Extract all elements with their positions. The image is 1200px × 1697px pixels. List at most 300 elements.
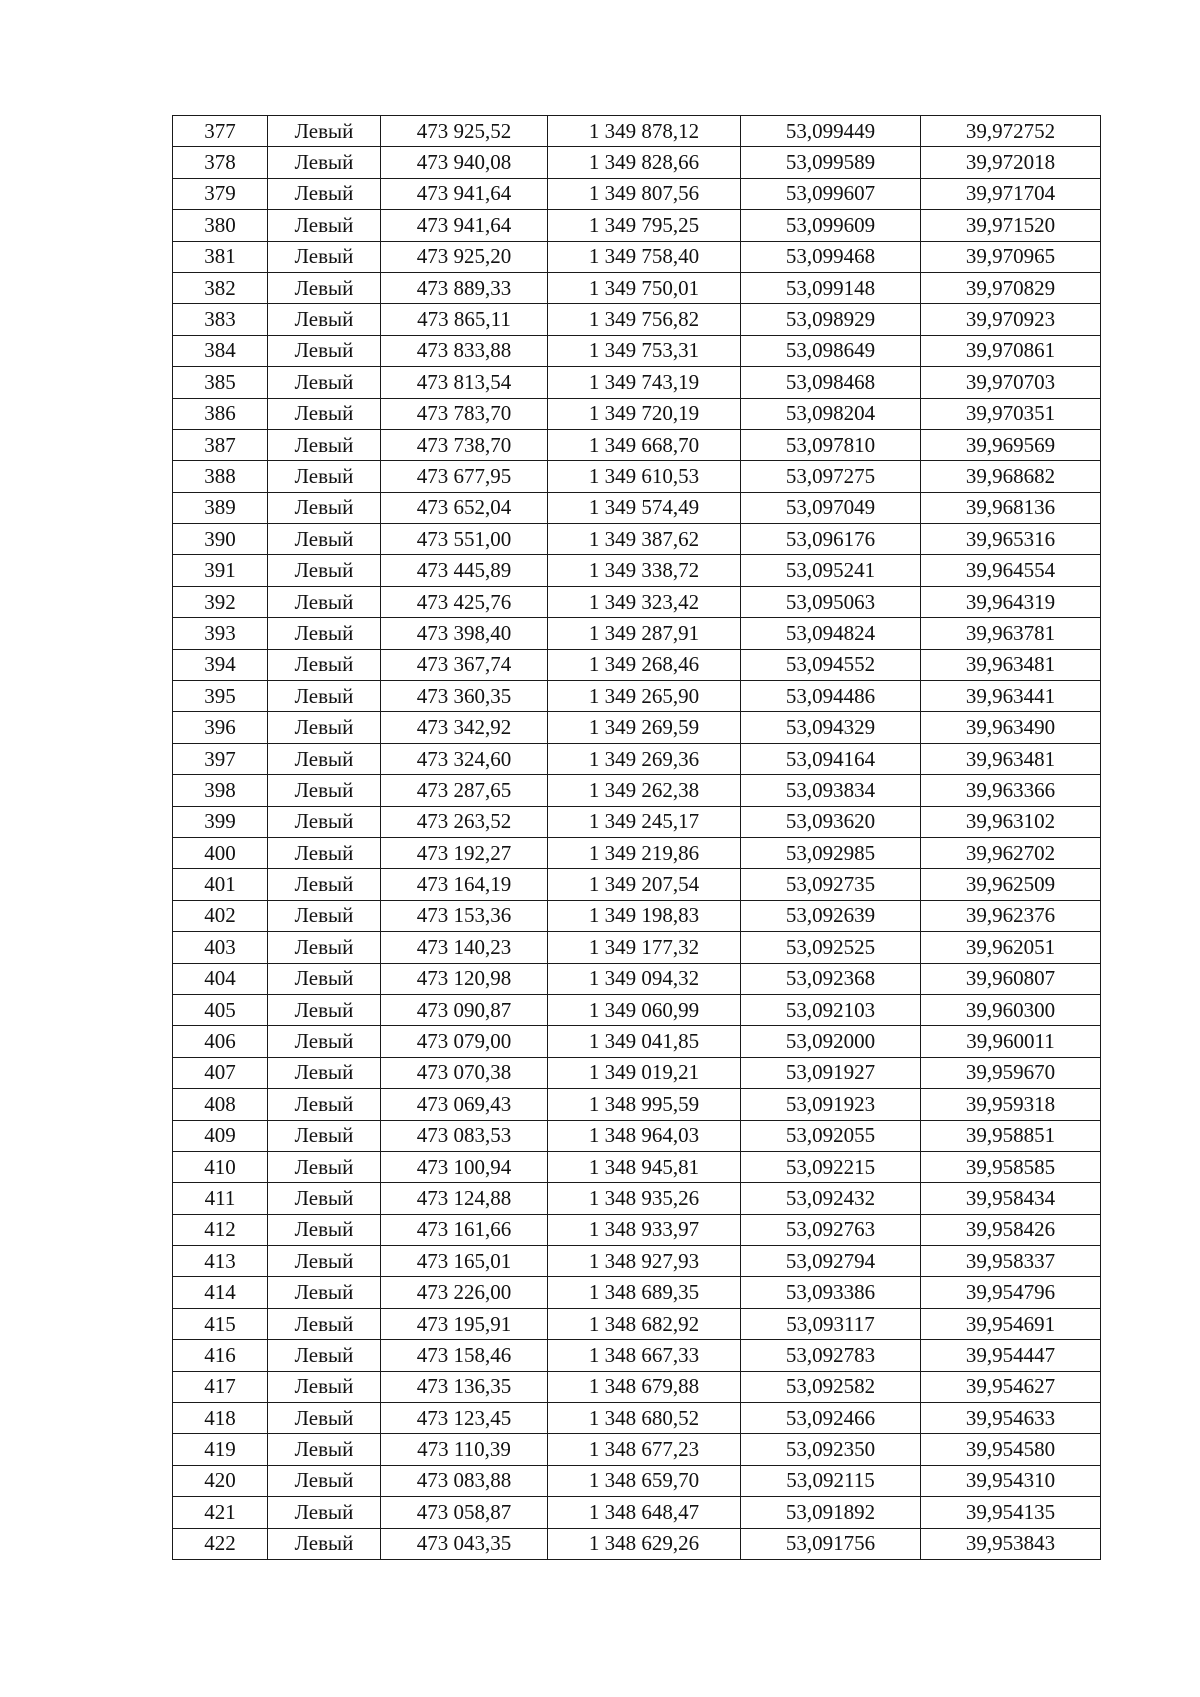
latitude-cell: 53,092466 [741, 1403, 921, 1434]
latitude-cell: 53,093834 [741, 775, 921, 806]
x-coordinate-cell: 473 445,89 [381, 555, 548, 586]
latitude-cell: 53,094824 [741, 618, 921, 649]
side-cell: Левый [268, 1340, 381, 1371]
x-coordinate-cell: 473 738,70 [381, 429, 548, 460]
longitude-cell: 39,960300 [921, 994, 1101, 1025]
latitude-cell: 53,092000 [741, 1026, 921, 1057]
longitude-cell: 39,962376 [921, 900, 1101, 931]
x-coordinate-cell: 473 100,94 [381, 1151, 548, 1182]
side-cell: Левый [268, 900, 381, 931]
point-number-cell: 422 [173, 1528, 268, 1559]
y-coordinate-cell: 1 349 323,42 [548, 586, 741, 617]
latitude-cell: 53,092735 [741, 869, 921, 900]
table-row [173, 241, 1101, 272]
side-cell: Левый [268, 1277, 381, 1308]
longitude-cell: 39,972752 [921, 116, 1101, 147]
y-coordinate-cell: 1 348 648,47 [548, 1497, 741, 1528]
latitude-cell: 53,099148 [741, 272, 921, 303]
table-row [173, 1246, 1101, 1277]
side-cell: Левый [268, 712, 381, 743]
y-coordinate-cell: 1 349 828,66 [548, 147, 741, 178]
y-coordinate-cell: 1 349 041,85 [548, 1026, 741, 1057]
longitude-cell: 39,963490 [921, 712, 1101, 743]
table-row [173, 1465, 1101, 1496]
point-number-cell: 413 [173, 1246, 268, 1277]
point-number-cell: 380 [173, 210, 268, 241]
point-number-cell: 404 [173, 963, 268, 994]
x-coordinate-cell: 473 165,01 [381, 1246, 548, 1277]
point-number-cell: 412 [173, 1214, 268, 1245]
x-coordinate-cell: 473 226,00 [381, 1277, 548, 1308]
x-coordinate-cell: 473 865,11 [381, 304, 548, 335]
latitude-cell: 53,096176 [741, 524, 921, 555]
x-coordinate-cell: 473 070,38 [381, 1057, 548, 1088]
x-coordinate-cell: 473 161,66 [381, 1214, 548, 1245]
side-cell: Левый [268, 555, 381, 586]
latitude-cell: 53,091892 [741, 1497, 921, 1528]
longitude-cell: 39,958434 [921, 1183, 1101, 1214]
point-number-cell: 384 [173, 335, 268, 366]
x-coordinate-cell: 473 941,64 [381, 178, 548, 209]
table-row [173, 900, 1101, 931]
side-cell: Левый [268, 398, 381, 429]
latitude-cell: 53,093620 [741, 806, 921, 837]
table-row [173, 806, 1101, 837]
x-coordinate-cell: 473 783,70 [381, 398, 548, 429]
y-coordinate-cell: 1 349 268,46 [548, 649, 741, 680]
point-number-cell: 389 [173, 492, 268, 523]
table-row [173, 1214, 1101, 1245]
table-row [173, 272, 1101, 303]
latitude-cell: 53,092525 [741, 932, 921, 963]
latitude-cell: 53,094164 [741, 743, 921, 774]
y-coordinate-cell: 1 349 610,53 [548, 461, 741, 492]
x-coordinate-cell: 473 263,52 [381, 806, 548, 837]
latitude-cell: 53,098204 [741, 398, 921, 429]
y-coordinate-cell: 1 349 060,99 [548, 994, 741, 1025]
longitude-cell: 39,954796 [921, 1277, 1101, 1308]
x-coordinate-cell: 473 813,54 [381, 367, 548, 398]
latitude-cell: 53,092103 [741, 994, 921, 1025]
longitude-cell: 39,970703 [921, 367, 1101, 398]
table-row [173, 1497, 1101, 1528]
point-number-cell: 382 [173, 272, 268, 303]
table-row [173, 586, 1101, 617]
y-coordinate-cell: 1 348 933,97 [548, 1214, 741, 1245]
y-coordinate-cell: 1 349 758,40 [548, 241, 741, 272]
y-coordinate-cell: 1 349 338,72 [548, 555, 741, 586]
latitude-cell: 53,097275 [741, 461, 921, 492]
coordinates-table [172, 115, 1101, 1560]
x-coordinate-cell: 473 058,87 [381, 1497, 548, 1528]
point-number-cell: 410 [173, 1151, 268, 1182]
table-row [173, 1026, 1101, 1057]
x-coordinate-cell: 473 090,87 [381, 994, 548, 1025]
longitude-cell: 39,954580 [921, 1434, 1101, 1465]
x-coordinate-cell: 473 079,00 [381, 1026, 548, 1057]
longitude-cell: 39,963481 [921, 649, 1101, 680]
latitude-cell: 53,098649 [741, 335, 921, 366]
side-cell: Левый [268, 1403, 381, 1434]
x-coordinate-cell: 473 195,91 [381, 1308, 548, 1339]
point-number-cell: 379 [173, 178, 268, 209]
longitude-cell: 39,963366 [921, 775, 1101, 806]
x-coordinate-cell: 473 940,08 [381, 147, 548, 178]
side-cell: Левый [268, 429, 381, 460]
table-row [173, 649, 1101, 680]
latitude-cell: 53,095241 [741, 555, 921, 586]
x-coordinate-cell: 473 367,74 [381, 649, 548, 680]
table-row [173, 1308, 1101, 1339]
x-coordinate-cell: 473 083,88 [381, 1465, 548, 1496]
x-coordinate-cell: 473 164,19 [381, 869, 548, 900]
point-number-cell: 398 [173, 775, 268, 806]
side-cell: Левый [268, 1151, 381, 1182]
table-row [173, 1089, 1101, 1120]
longitude-cell: 39,963781 [921, 618, 1101, 649]
x-coordinate-cell: 473 324,60 [381, 743, 548, 774]
table-row [173, 210, 1101, 241]
coordinates-table-body [173, 116, 1101, 1560]
latitude-cell: 53,092350 [741, 1434, 921, 1465]
point-number-cell: 407 [173, 1057, 268, 1088]
longitude-cell: 39,968682 [921, 461, 1101, 492]
x-coordinate-cell: 473 192,27 [381, 837, 548, 868]
side-cell: Левый [268, 1057, 381, 1088]
y-coordinate-cell: 1 349 019,21 [548, 1057, 741, 1088]
longitude-cell: 39,953843 [921, 1528, 1101, 1559]
longitude-cell: 39,970923 [921, 304, 1101, 335]
longitude-cell: 39,971520 [921, 210, 1101, 241]
latitude-cell: 53,094329 [741, 712, 921, 743]
side-cell: Левый [268, 869, 381, 900]
longitude-cell: 39,970965 [921, 241, 1101, 272]
latitude-cell: 53,097049 [741, 492, 921, 523]
point-number-cell: 387 [173, 429, 268, 460]
side-cell: Левый [268, 1183, 381, 1214]
y-coordinate-cell: 1 349 795,25 [548, 210, 741, 241]
y-coordinate-cell: 1 348 927,93 [548, 1246, 741, 1277]
point-number-cell: 420 [173, 1465, 268, 1496]
point-number-cell: 394 [173, 649, 268, 680]
latitude-cell: 53,092783 [741, 1340, 921, 1371]
longitude-cell: 39,954135 [921, 1497, 1101, 1528]
x-coordinate-cell: 473 677,95 [381, 461, 548, 492]
table-row [173, 1120, 1101, 1151]
point-number-cell: 397 [173, 743, 268, 774]
latitude-cell: 53,092794 [741, 1246, 921, 1277]
latitude-cell: 53,092582 [741, 1371, 921, 1402]
table-row [173, 398, 1101, 429]
y-coordinate-cell: 1 349 743,19 [548, 367, 741, 398]
point-number-cell: 419 [173, 1434, 268, 1465]
latitude-cell: 53,093117 [741, 1308, 921, 1339]
longitude-cell: 39,954633 [921, 1403, 1101, 1434]
y-coordinate-cell: 1 349 668,70 [548, 429, 741, 460]
longitude-cell: 39,963441 [921, 681, 1101, 712]
x-coordinate-cell: 473 069,43 [381, 1089, 548, 1120]
longitude-cell: 39,958851 [921, 1120, 1101, 1151]
longitude-cell: 39,960807 [921, 963, 1101, 994]
y-coordinate-cell: 1 349 756,82 [548, 304, 741, 335]
side-cell: Левый [268, 1371, 381, 1402]
table-row [173, 932, 1101, 963]
longitude-cell: 39,965316 [921, 524, 1101, 555]
longitude-cell: 39,962702 [921, 837, 1101, 868]
side-cell: Левый [268, 1465, 381, 1496]
side-cell: Левый [268, 1120, 381, 1151]
x-coordinate-cell: 473 425,76 [381, 586, 548, 617]
side-cell: Левый [268, 492, 381, 523]
table-row [173, 837, 1101, 868]
y-coordinate-cell: 1 348 679,88 [548, 1371, 741, 1402]
latitude-cell: 53,091927 [741, 1057, 921, 1088]
longitude-cell: 39,963102 [921, 806, 1101, 837]
y-coordinate-cell: 1 349 265,90 [548, 681, 741, 712]
table-row [173, 1434, 1101, 1465]
latitude-cell: 53,099607 [741, 178, 921, 209]
point-number-cell: 383 [173, 304, 268, 335]
x-coordinate-cell: 473 287,65 [381, 775, 548, 806]
latitude-cell: 53,092639 [741, 900, 921, 931]
latitude-cell: 53,092215 [741, 1151, 921, 1182]
table-row [173, 618, 1101, 649]
table-row [173, 461, 1101, 492]
longitude-cell: 39,959670 [921, 1057, 1101, 1088]
side-cell: Левый [268, 147, 381, 178]
side-cell: Левый [268, 1214, 381, 1245]
point-number-cell: 414 [173, 1277, 268, 1308]
point-number-cell: 406 [173, 1026, 268, 1057]
longitude-cell: 39,960011 [921, 1026, 1101, 1057]
y-coordinate-cell: 1 348 689,35 [548, 1277, 741, 1308]
side-cell: Левый [268, 1026, 381, 1057]
latitude-cell: 53,092368 [741, 963, 921, 994]
latitude-cell: 53,099468 [741, 241, 921, 272]
longitude-cell: 39,971704 [921, 178, 1101, 209]
table-row [173, 1403, 1101, 1434]
longitude-cell: 39,969569 [921, 429, 1101, 460]
y-coordinate-cell: 1 348 629,26 [548, 1528, 741, 1559]
side-cell: Левый [268, 116, 381, 147]
table-row [173, 524, 1101, 555]
longitude-cell: 39,954310 [921, 1465, 1101, 1496]
x-coordinate-cell: 473 342,92 [381, 712, 548, 743]
point-number-cell: 385 [173, 367, 268, 398]
table-row [173, 775, 1101, 806]
y-coordinate-cell: 1 348 995,59 [548, 1089, 741, 1120]
point-number-cell: 388 [173, 461, 268, 492]
side-cell: Левый [268, 335, 381, 366]
side-cell: Левый [268, 1308, 381, 1339]
side-cell: Левый [268, 1246, 381, 1277]
point-number-cell: 405 [173, 994, 268, 1025]
side-cell: Левый [268, 1089, 381, 1120]
table-row [173, 555, 1101, 586]
point-number-cell: 393 [173, 618, 268, 649]
table-row [173, 1528, 1101, 1559]
side-cell: Левый [268, 524, 381, 555]
latitude-cell: 53,094486 [741, 681, 921, 712]
y-coordinate-cell: 1 349 094,32 [548, 963, 741, 994]
longitude-cell: 39,954447 [921, 1340, 1101, 1371]
side-cell: Левый [268, 461, 381, 492]
y-coordinate-cell: 1 348 964,03 [548, 1120, 741, 1151]
side-cell: Левый [268, 1434, 381, 1465]
side-cell: Левый [268, 618, 381, 649]
latitude-cell: 53,097810 [741, 429, 921, 460]
point-number-cell: 377 [173, 116, 268, 147]
point-number-cell: 395 [173, 681, 268, 712]
point-number-cell: 390 [173, 524, 268, 555]
point-number-cell: 402 [173, 900, 268, 931]
point-number-cell: 399 [173, 806, 268, 837]
latitude-cell: 53,099609 [741, 210, 921, 241]
side-cell: Левый [268, 775, 381, 806]
side-cell: Левый [268, 586, 381, 617]
side-cell: Левый [268, 837, 381, 868]
table-row [173, 869, 1101, 900]
table-row [173, 304, 1101, 335]
point-number-cell: 411 [173, 1183, 268, 1214]
side-cell: Левый [268, 1528, 381, 1559]
y-coordinate-cell: 1 348 680,52 [548, 1403, 741, 1434]
table-row [173, 335, 1101, 366]
point-number-cell: 400 [173, 837, 268, 868]
x-coordinate-cell: 473 153,36 [381, 900, 548, 931]
longitude-cell: 39,958426 [921, 1214, 1101, 1245]
longitude-cell: 39,972018 [921, 147, 1101, 178]
table-row [173, 681, 1101, 712]
side-cell: Левый [268, 963, 381, 994]
x-coordinate-cell: 473 110,39 [381, 1434, 548, 1465]
table-row [173, 994, 1101, 1025]
longitude-cell: 39,962509 [921, 869, 1101, 900]
side-cell: Левый [268, 806, 381, 837]
y-coordinate-cell: 1 349 720,19 [548, 398, 741, 429]
point-number-cell: 391 [173, 555, 268, 586]
point-number-cell: 409 [173, 1120, 268, 1151]
longitude-cell: 39,958585 [921, 1151, 1101, 1182]
y-coordinate-cell: 1 349 207,54 [548, 869, 741, 900]
y-coordinate-cell: 1 348 659,70 [548, 1465, 741, 1496]
point-number-cell: 421 [173, 1497, 268, 1528]
x-coordinate-cell: 473 083,53 [381, 1120, 548, 1151]
y-coordinate-cell: 1 349 878,12 [548, 116, 741, 147]
table-row [173, 492, 1101, 523]
side-cell: Левый [268, 367, 381, 398]
side-cell: Левый [268, 681, 381, 712]
longitude-cell: 39,970829 [921, 272, 1101, 303]
x-coordinate-cell: 473 124,88 [381, 1183, 548, 1214]
table-row [173, 963, 1101, 994]
point-number-cell: 401 [173, 869, 268, 900]
y-coordinate-cell: 1 349 262,38 [548, 775, 741, 806]
latitude-cell: 53,094552 [741, 649, 921, 680]
point-number-cell: 392 [173, 586, 268, 617]
x-coordinate-cell: 473 360,35 [381, 681, 548, 712]
x-coordinate-cell: 473 140,23 [381, 932, 548, 963]
y-coordinate-cell: 1 349 245,17 [548, 806, 741, 837]
x-coordinate-cell: 473 158,46 [381, 1340, 548, 1371]
y-coordinate-cell: 1 348 677,23 [548, 1434, 741, 1465]
x-coordinate-cell: 473 551,00 [381, 524, 548, 555]
latitude-cell: 53,098468 [741, 367, 921, 398]
point-number-cell: 381 [173, 241, 268, 272]
table-row [173, 1057, 1101, 1088]
y-coordinate-cell: 1 348 935,26 [548, 1183, 741, 1214]
point-number-cell: 415 [173, 1308, 268, 1339]
side-cell: Левый [268, 649, 381, 680]
x-coordinate-cell: 473 398,40 [381, 618, 548, 649]
side-cell: Левый [268, 743, 381, 774]
table-row [173, 743, 1101, 774]
longitude-cell: 39,962051 [921, 932, 1101, 963]
y-coordinate-cell: 1 349 750,01 [548, 272, 741, 303]
side-cell: Левый [268, 932, 381, 963]
table-row [173, 116, 1101, 147]
table-row [173, 147, 1101, 178]
x-coordinate-cell: 473 925,20 [381, 241, 548, 272]
y-coordinate-cell: 1 349 269,36 [548, 743, 741, 774]
latitude-cell: 53,092115 [741, 1465, 921, 1496]
point-number-cell: 416 [173, 1340, 268, 1371]
x-coordinate-cell: 473 652,04 [381, 492, 548, 523]
x-coordinate-cell: 473 833,88 [381, 335, 548, 366]
x-coordinate-cell: 473 941,64 [381, 210, 548, 241]
side-cell: Левый [268, 272, 381, 303]
side-cell: Левый [268, 241, 381, 272]
latitude-cell: 53,091756 [741, 1528, 921, 1559]
side-cell: Левый [268, 178, 381, 209]
y-coordinate-cell: 1 348 682,92 [548, 1308, 741, 1339]
latitude-cell: 53,098929 [741, 304, 921, 335]
side-cell: Левый [268, 994, 381, 1025]
table-row [173, 429, 1101, 460]
y-coordinate-cell: 1 349 287,91 [548, 618, 741, 649]
x-coordinate-cell: 473 043,35 [381, 1528, 548, 1559]
y-coordinate-cell: 1 349 269,59 [548, 712, 741, 743]
table-row [173, 1277, 1101, 1308]
latitude-cell: 53,099589 [741, 147, 921, 178]
point-number-cell: 418 [173, 1403, 268, 1434]
longitude-cell: 39,968136 [921, 492, 1101, 523]
latitude-cell: 53,095063 [741, 586, 921, 617]
y-coordinate-cell: 1 349 219,86 [548, 837, 741, 868]
longitude-cell: 39,964554 [921, 555, 1101, 586]
y-coordinate-cell: 1 349 574,49 [548, 492, 741, 523]
table-row [173, 1151, 1101, 1182]
longitude-cell: 39,970861 [921, 335, 1101, 366]
y-coordinate-cell: 1 349 177,32 [548, 932, 741, 963]
side-cell: Левый [268, 210, 381, 241]
latitude-cell: 53,099449 [741, 116, 921, 147]
x-coordinate-cell: 473 123,45 [381, 1403, 548, 1434]
latitude-cell: 53,092432 [741, 1183, 921, 1214]
longitude-cell: 39,963481 [921, 743, 1101, 774]
side-cell: Левый [268, 304, 381, 335]
longitude-cell: 39,964319 [921, 586, 1101, 617]
longitude-cell: 39,959318 [921, 1089, 1101, 1120]
longitude-cell: 39,970351 [921, 398, 1101, 429]
x-coordinate-cell: 473 925,52 [381, 116, 548, 147]
latitude-cell: 53,092985 [741, 837, 921, 868]
longitude-cell: 39,958337 [921, 1246, 1101, 1277]
latitude-cell: 53,091923 [741, 1089, 921, 1120]
point-number-cell: 386 [173, 398, 268, 429]
point-number-cell: 403 [173, 932, 268, 963]
x-coordinate-cell: 473 136,35 [381, 1371, 548, 1402]
